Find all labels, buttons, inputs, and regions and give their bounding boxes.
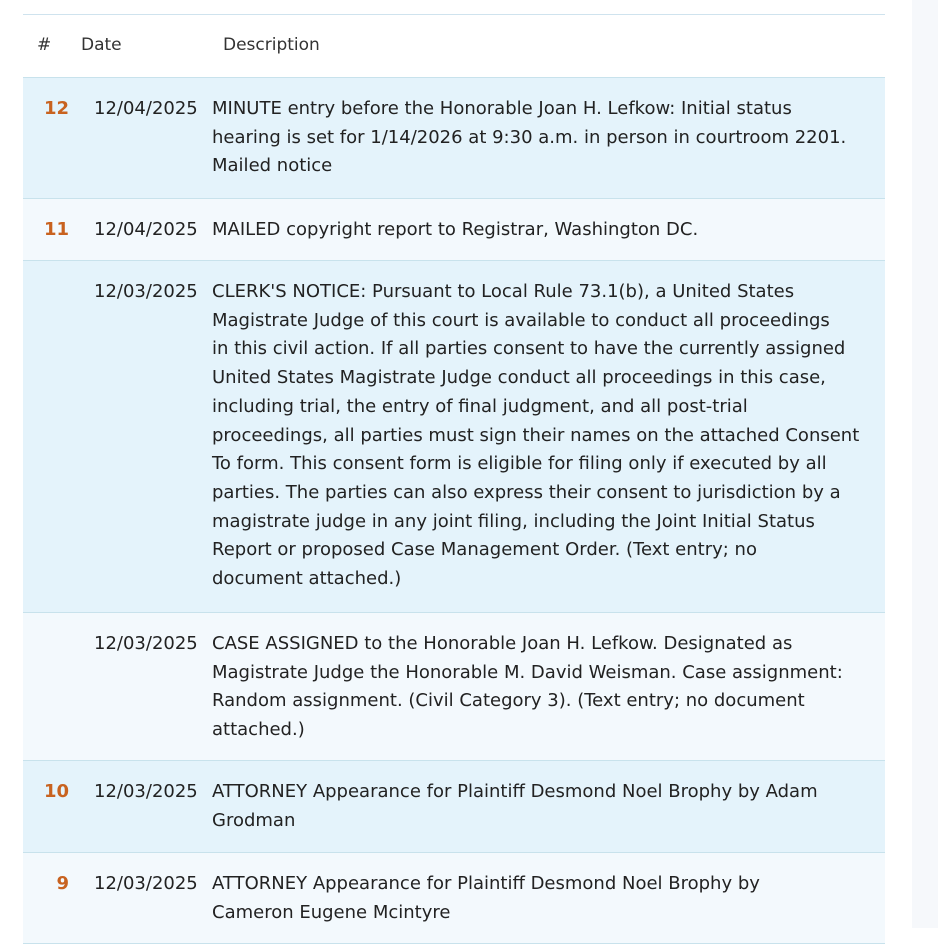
entry-number-link[interactable]: 11: [43, 219, 69, 240]
table-row: [23, 199, 885, 261]
entry-description: CLERK'S NOTICE: Pursuant to Local Rule 73.1(b), a United States Magistrate Judge of this court is available to conduct all proceedings in this civil action. If all parties consent to have the currently assigned United States Magistrate Judge conduct all proceedings in this case, including trial, the entry of final judgment, and all post-trial proceedings, all parties must sign their names on the attached Consent To form. This consent form is eligible for filing only if executed by all parties. The parties can also express their consent to jurisdiction by a magistrate judge in any joint filing, including the Joint Initial Status Report or proposed Case Management Order. (Text entry; no document attached.): [212, 281, 860, 590]
entry-number-link[interactable]: 10: [43, 781, 69, 802]
table-row: [23, 261, 885, 613]
header-date: Date: [81, 35, 122, 55]
entry-date: 12/03/2025: [94, 281, 198, 302]
header-description: Description: [223, 35, 320, 55]
entry-date: 12/03/2025: [94, 873, 198, 894]
entry-date: 12/03/2025: [94, 633, 198, 654]
entry-number-link[interactable]: 12: [43, 98, 69, 119]
scroll-gutter: [912, 0, 938, 928]
header-number: #: [37, 35, 52, 55]
entry-description: ATTORNEY Appearance for Plaintiff Desmond Noel Brophy by Adam Grodman: [212, 781, 818, 831]
table-row: [23, 853, 885, 944]
entry-date: 12/03/2025: [94, 781, 198, 802]
table-row: [23, 613, 885, 761]
entry-number-link[interactable]: 9: [56, 873, 69, 894]
table-row: [23, 78, 885, 199]
docket-table: [23, 14, 885, 944]
entry-description: MAILED copyright report to Registrar, Washington DC.: [212, 219, 699, 240]
entry-date: 12/04/2025: [94, 98, 198, 119]
entry-description: MINUTE entry before the Honorable Joan H. Lefkow: Initial status hearing is set for 1/14/2026 at 9:30 a.m. in person in courtroom 2201. Mailed notice: [212, 98, 847, 177]
table-header: [23, 15, 885, 78]
entry-date: 12/04/2025: [94, 219, 198, 240]
table-row: [23, 761, 885, 853]
entry-description: ATTORNEY Appearance for Plaintiff Desmond Noel Brophy by Cameron Eugene Mcintyre: [212, 873, 760, 923]
entry-description: CASE ASSIGNED to the Honorable Joan H. Lefkow. Designated as Magistrate Judge the Honorable M. David Weisman. Case assignment: Random assignment. (Civil Category 3). (Text entry; no document attached.): [212, 633, 843, 741]
